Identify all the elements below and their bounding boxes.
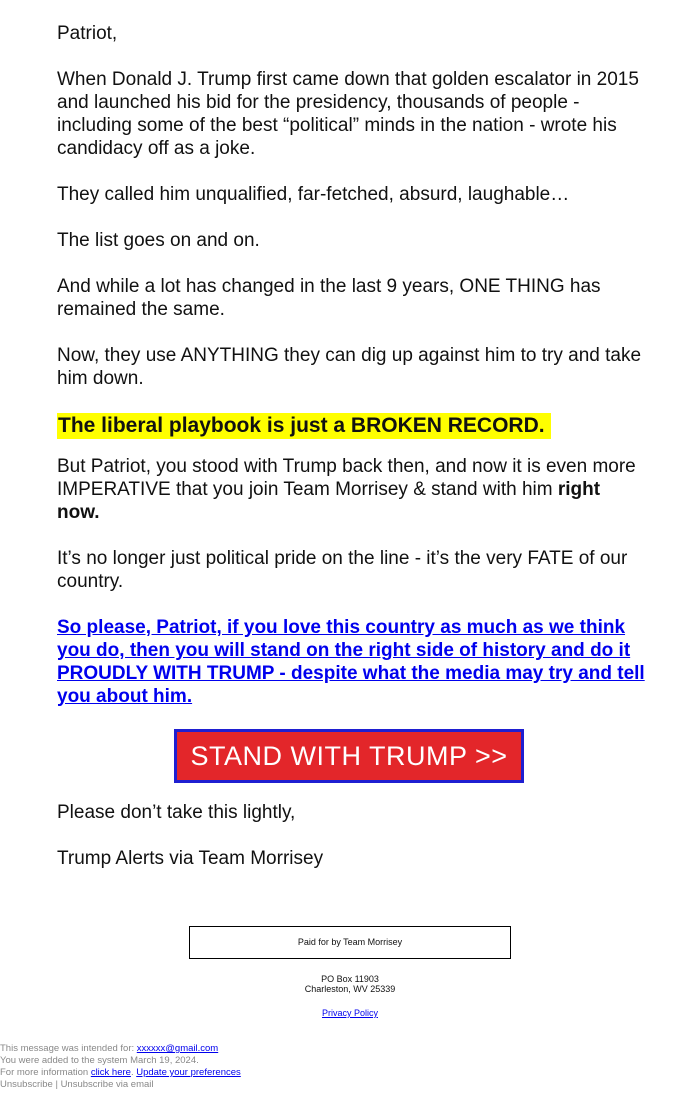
click-here-link[interactable]: click here [90,1067,131,1078]
signature: Trump Alerts via Team Morrisey [57,848,324,869]
address-line-1: PO Box 11903 [321,974,379,984]
greeting: Patriot, [57,23,118,44]
intended-for-line [0,1043,241,1055]
mailing-address [200,974,500,994]
paragraph-one-thing: And while a lot has changed in the last 9 years, ONE THING has remained the same. [57,276,601,320]
more-info-prefix: For more information [0,1067,91,1078]
intended-prefix: This message was intended for: [0,1043,137,1054]
email-footer [0,1043,241,1091]
paragraph-escalator: When Donald J. Trump first came down that golden escalator in 2015 and launched his bid for the presidency, thousands of people - including some of the best “political” minds in the nation - wrote his candidacy off as a joke. [57,69,639,159]
stand-with-trump-button[interactable]: STAND WITH TRUMP >> [174,729,523,783]
paragraph-stood-text: But Patriot, you stood with Trump back then, and now it is even more IMPERATIVE that you join Team Morrisey & stand with him [57,456,636,500]
paragraph-anything: Now, they use ANYTHING they can dig up against him to try and take him down. [57,345,642,389]
closing-line: Please don’t take this lightly, [57,802,296,823]
privacy-wrapper [200,1008,500,1018]
link-paragraph-wrapper [57,616,647,708]
highlighted-headline: The liberal playbook is just a BROKEN RECORD. [57,413,551,439]
paragraph-list-goes-on: The list goes on and on. [57,230,260,251]
paragraph-stood-with-trump [57,455,647,524]
unsubscribe-link[interactable]: Unsubscribe [0,1079,53,1090]
added-to-system-line: You were added to the system March 19, 2024. [0,1055,199,1066]
unsubscribe-via-email-link[interactable]: Unsubscribe via email [60,1079,154,1090]
paid-for-box: Paid for by Team Morrisey [189,926,511,959]
cta-wrapper [57,729,647,783]
paragraph-stood-bold: right now. [57,479,601,523]
pipe-separator: | [52,1079,61,1090]
period-separator: . [130,1067,137,1078]
privacy-policy-link[interactable]: Privacy Policy [321,1008,378,1018]
address-line-2: Charleston, WV 25339 [304,984,396,994]
update-preferences-link[interactable]: Update your preferences [136,1067,241,1078]
more-info-line [0,1067,241,1079]
paragraph-fate: It’s no longer just political pride on the line - it’s the very FATE of our country. [57,548,628,592]
unsubscribe-line [0,1079,241,1091]
recipient-email-link[interactable]: xxxxxx@gmail.com [136,1043,219,1054]
stand-proudly-link[interactable]: So please, Patriot, if you love this country as much as we think you do, then you will stand on the right side of history and do it PROUDLY WITH TRUMP - despite what the media may try and tell you about him. [57,617,645,707]
paragraph-called-him: They called him unqualified, far-fetched, absurd, laughable… [57,184,570,205]
email-body [57,22,647,893]
